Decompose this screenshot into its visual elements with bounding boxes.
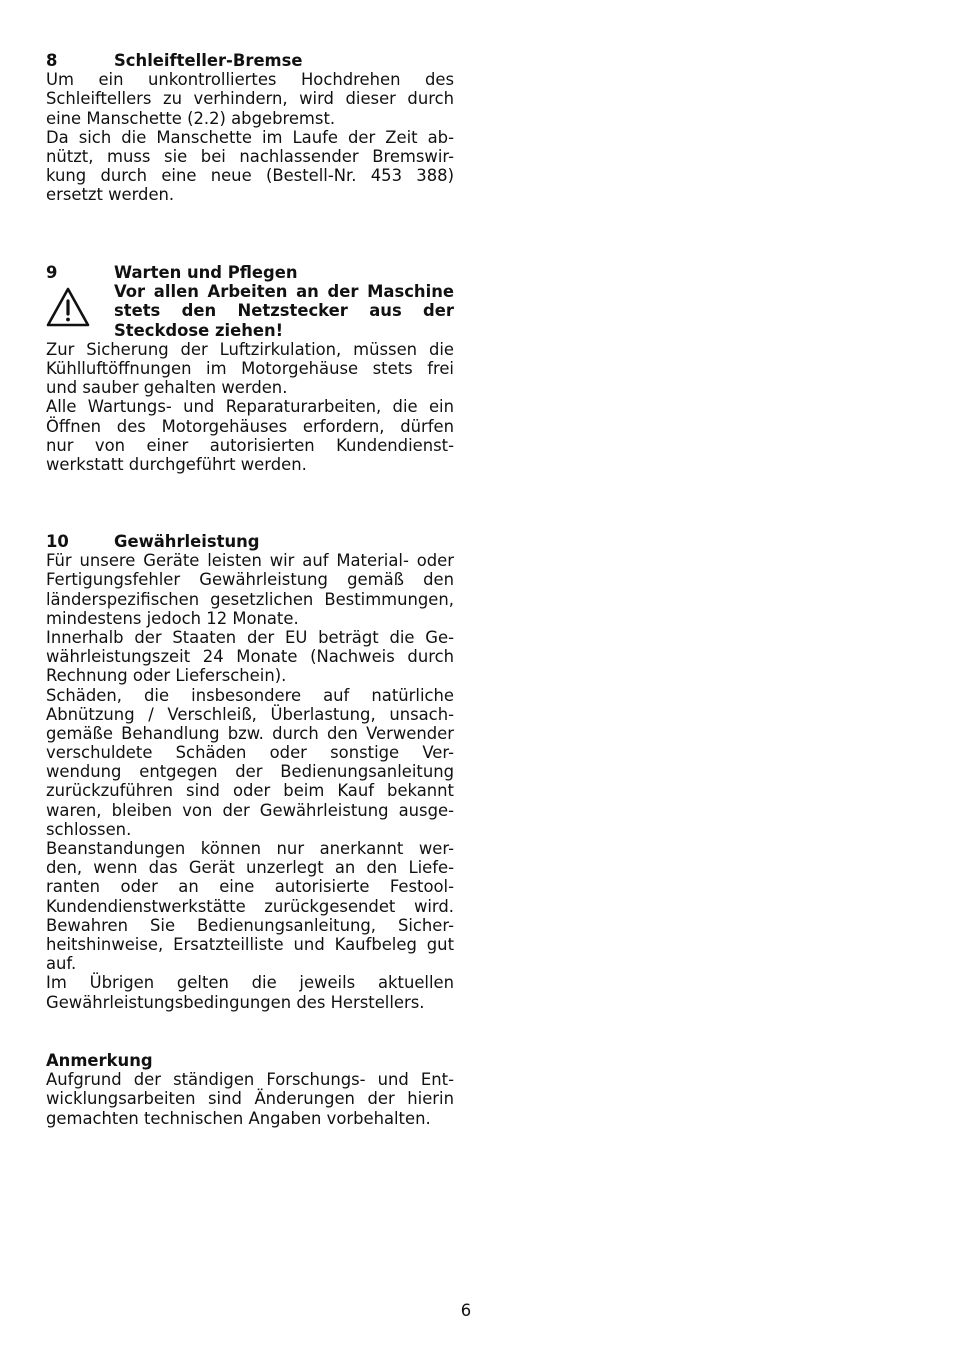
text-line: mindestens jedoch 12 Monate. (46, 608, 299, 628)
text-line: wendung entgegen der Bedienungsanleitung (46, 762, 454, 782)
text-line: Zur Sicherung der Luftzirkulation, müssen die (46, 339, 454, 359)
warning-line: Vor allen Arbeiten an der Maschine (114, 282, 454, 302)
text-line: länderspezifischen gesetzlichen Bestimmungen, (46, 589, 454, 609)
text-line: schlossen. (46, 819, 132, 839)
text-line: Beanstandungen können nur anerkannt wer- (46, 839, 454, 858)
section-heading (46, 51, 454, 70)
text-line: kung durch eine neue (Bestell-Nr. 453 388) (46, 166, 454, 186)
text-line: Abnützung / Verschleiß, Überlastung, unsach- (46, 704, 454, 724)
text-line: den, wenn das Gerät unzerlegt an den Liefe- (46, 858, 454, 878)
text-line: Innerhalb der Staaten der EU beträgt die Ge- (46, 627, 454, 647)
text-line: Aufgrund der ständigen Forschungs- und Ent- (46, 1070, 454, 1090)
section-number: 9 (46, 263, 58, 282)
text-line: Rechnung oder Lieferschein). (46, 666, 287, 686)
section-title: Warten und Pflegen (114, 263, 298, 282)
text-line: Kühlluftöffnungen im Motorgehäuse stets frei (46, 358, 454, 378)
page-number: 6 (460, 1301, 472, 1320)
text-line: Schäden, die insbesondere auf natürliche (46, 685, 454, 705)
text-line: zurückzuführen sind oder beim Kauf bekannt (46, 781, 454, 801)
text-line: ersetzt werden. (46, 185, 175, 205)
text-line: währleistungszeit 24 Monate (Nachweis durch (46, 647, 454, 667)
section-title: Schleifteller-Bremse (114, 51, 303, 70)
text-line: Um ein unkontrolliertes Hochdrehen des (46, 70, 454, 90)
text-line: eine Manschette (2.2) abgebremst. (46, 108, 336, 128)
section-number: 10 (46, 532, 69, 551)
text-line: gemachten technischen Angaben vorbehalten. (46, 1108, 431, 1128)
section-gewaehrleistung (46, 532, 454, 1012)
text-line: Im Übrigen gelten die jeweils aktuellen (46, 973, 454, 993)
text-line: Gewährleistungsbedingungen des Herstellers. (46, 992, 425, 1012)
text-line: verschuldete Schäden oder sonstige Ver- (46, 743, 454, 763)
text-line: ranten oder an eine autorisierte Festool- (46, 877, 454, 897)
safety-warning (46, 282, 454, 340)
warning-line: Steckdose ziehen! (114, 320, 284, 340)
section-title: Gewährleistung (114, 532, 260, 551)
text-line: Schleiftellers zu verhindern, wird dieser durch (46, 89, 454, 109)
text-line: Kundendienstwerkstätte zurückgesendet wird. (46, 896, 454, 916)
section-heading (46, 532, 454, 551)
section-schleifteller-bremse (46, 51, 454, 205)
text-line: auf. (46, 954, 77, 974)
section-warten-und-pflegen (46, 263, 454, 474)
text-line: Für unsere Geräte leisten wir auf Material- oder (46, 551, 454, 571)
note-title: Anmerkung (46, 1051, 153, 1070)
text-line: Alle Wartungs- und Reparaturarbeiten, die ein (46, 397, 454, 417)
section-anmerkung (46, 1051, 454, 1128)
text-line: und sauber gehalten werden. (46, 378, 288, 398)
text-line: heitshinweise, Ersatzteilliste und Kaufbeleg gut (46, 934, 454, 954)
text-line: Da sich die Manschette im Laufe der Zeit ab- (46, 127, 454, 147)
text-line: nützt, muss sie bei nachlassender Bremswir- (46, 146, 454, 166)
section-heading (46, 263, 454, 282)
note-heading (46, 1051, 454, 1070)
text-line: werkstatt durchgeführt werden. (46, 454, 307, 474)
text-line: waren, bleiben von der Gewährleistung ausge- (46, 800, 454, 820)
text-line: nur von einer autorisierten Kundendienst- (46, 435, 454, 455)
text-line: wicklungsarbeiten sind Änderungen der hierin (46, 1089, 454, 1109)
text-line: Öffnen des Motorgehäuses erfordern, dürfen (46, 416, 454, 436)
text-line: Bewahren Sie Bedienungsanleitung, Sicher- (46, 915, 454, 935)
text-line: gemäße Behandlung bzw. durch den Verwender (46, 723, 454, 743)
warning-line: stets den Netzstecker aus der (114, 301, 454, 321)
warning-triangle-icon (46, 286, 90, 328)
text-line: Fertigungsfehler Gewährleistung gemäß den (46, 570, 454, 590)
warning-text (114, 282, 454, 340)
section-number: 8 (46, 51, 58, 70)
